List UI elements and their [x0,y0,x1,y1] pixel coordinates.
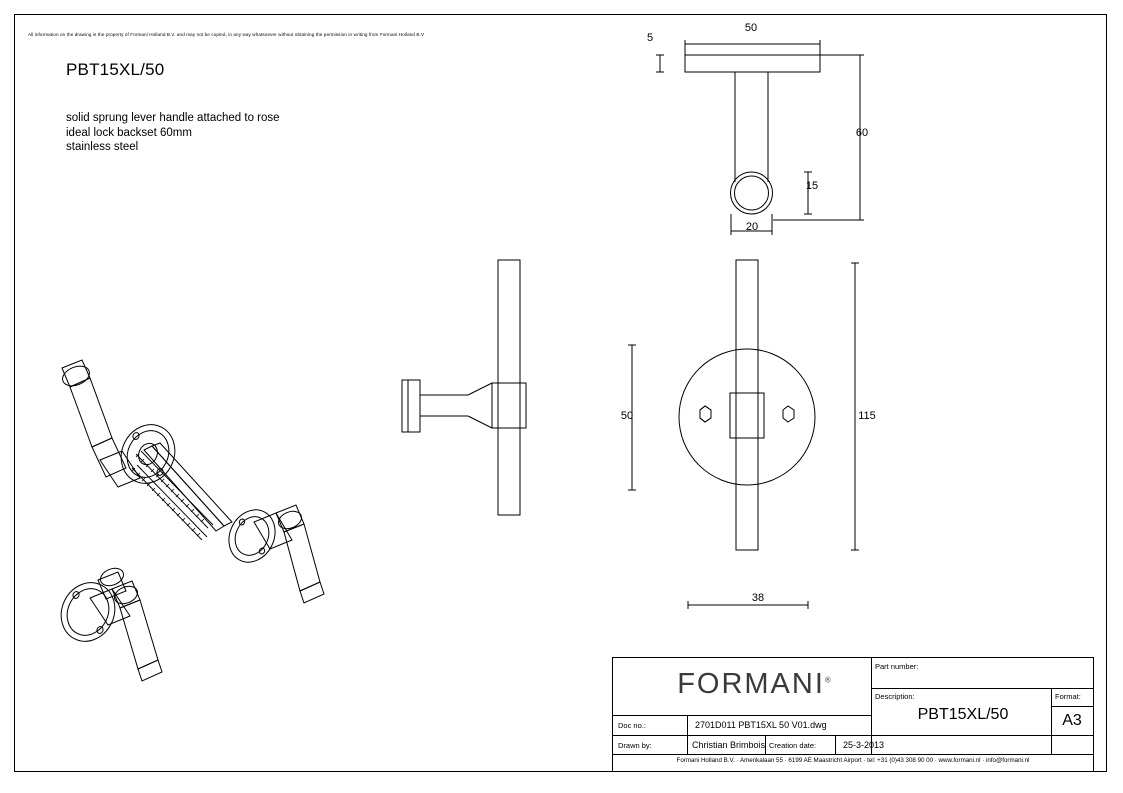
front-view-drawing [660,255,920,635]
company-footer: Formani Holland B.V. · Amerikalaan 55 · 6199 AE Maastricht Airport · tel: +31 (0)43 308 90 00 · www.formani.nl · info@formani.nl [676,757,1030,764]
description-line-1: solid sprung lever handle attached to rose [66,112,280,124]
drawn-by-value: Christian Brimbois [692,740,766,750]
tb-divider-8 [687,715,688,754]
tb-divider-5 [871,688,1093,689]
description-line-3: stainless steel [66,141,139,153]
doc-no-label: Doc no.: [618,721,646,730]
description-value: PBT15XL/50 [917,706,1009,723]
creation-date-value: 25-3-2013 [843,740,885,750]
format-value: A3 [1062,712,1082,729]
formani-logo-text: FORMANI [677,668,825,700]
formani-logo [655,668,855,701]
tb-divider-7 [1051,706,1093,707]
format-label: Format: [1055,692,1081,701]
dim-top-ring-width: 20 [745,221,759,233]
description-line-2: ideal lock backset 60mm [66,126,192,139]
dim-front-height-graphic [612,335,652,515]
dim-top-height: 60 [855,127,869,139]
part-number-label: Part number: [875,662,919,671]
tb-divider-2 [613,735,1093,736]
side-view-drawing [380,255,610,555]
dim-top-ring: 15 [805,180,819,192]
isometric-view-drawing [40,350,340,720]
dim-rose-diameter: 115 [858,410,876,422]
tb-divider-9 [765,735,766,754]
creation-date-label: Creation date: [769,741,817,750]
copyright-notice: All information on the drawing is the property of Formani Holland B.V. and may not be copied, in any way whatsoever without obtaining the permission in writing from Formani Holland B.V [28,32,425,37]
tb-divider-3 [613,754,1093,755]
registered-mark: ® [824,675,833,685]
description-label: Description: [875,692,915,701]
page-title: PBT15XL/50 [66,60,165,79]
dim-rose-base: 38 [751,592,765,604]
description-block [66,111,280,155]
dim-top-width: 50 [744,22,758,34]
top-view-drawing [620,30,920,260]
drawn-by-label: Drawn by: [618,741,652,750]
dim-top-thickness: 5 [646,32,654,44]
dim-front-height: 50 [620,410,634,422]
tb-divider-10 [835,735,836,754]
doc-no-value: 2701D011 PBT15XL 50 V01.dwg [695,720,827,730]
tb-divider-1 [613,715,871,716]
